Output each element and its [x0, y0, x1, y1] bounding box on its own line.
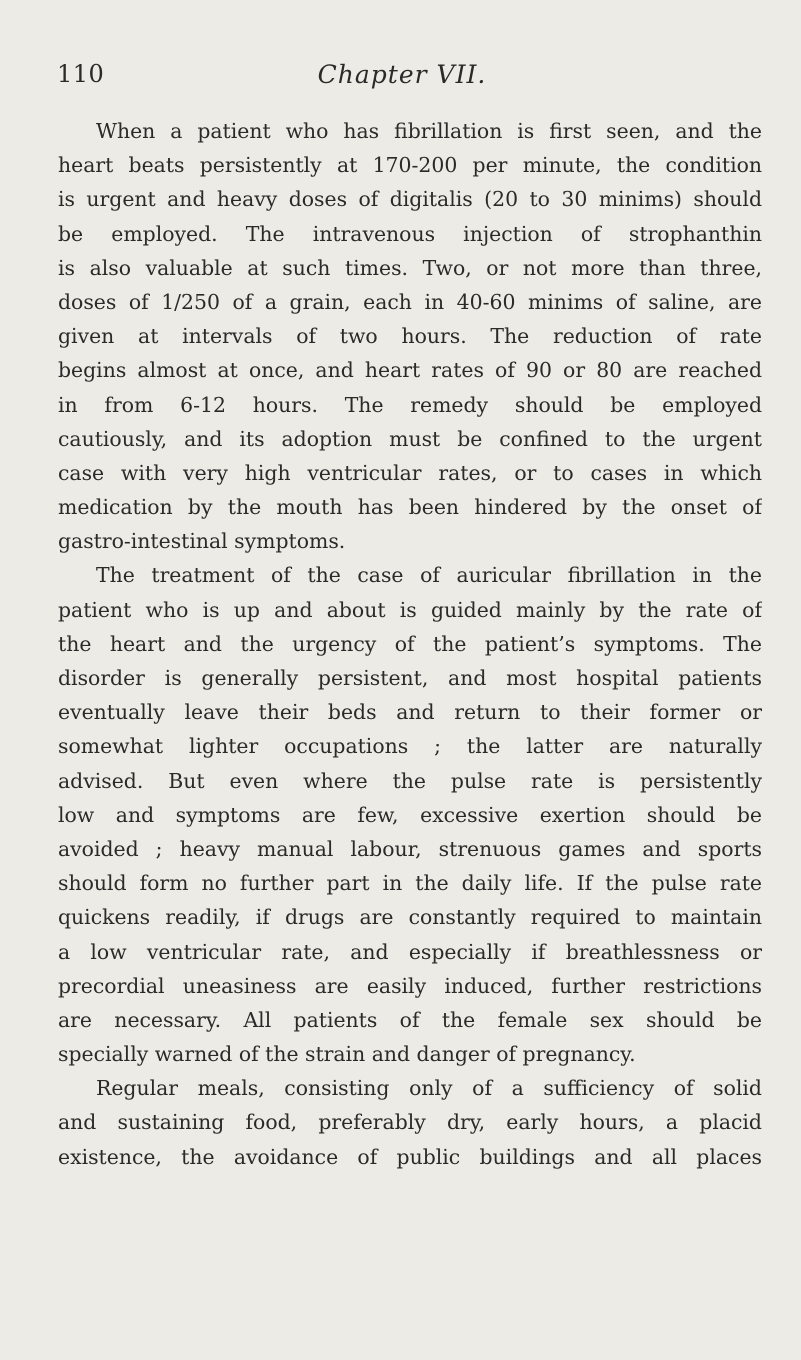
- running-head: Chapter VII.: [317, 60, 487, 89]
- text-line: avoided ; heavy manual labour, strenuous games and sports: [58, 836, 762, 861]
- page-number: 110: [57, 60, 105, 88]
- text-line: eventually leave their beds and return to their former or: [58, 700, 762, 725]
- text-line: a low ventricular rate, and especially if breathlessness or: [58, 939, 762, 964]
- text-line: gastro-intestinal symptoms.: [58, 529, 346, 554]
- text-line: begins almost at once, and heart rates of 90 or 80 are reached: [58, 358, 762, 383]
- text-line: patient who is up and about is guided mainly by the rate of: [58, 597, 762, 622]
- text-line: precordial uneasiness are easily induced, further restrictions: [58, 973, 762, 998]
- text-line: are necessary. All patients of the female sex should be: [58, 1007, 762, 1032]
- text-line: existence, the avoidance of public buildings and all places: [58, 1144, 762, 1169]
- text-line: quickens readily, if drugs are constantly required to maintain: [58, 905, 762, 930]
- text-line: somewhat lighter occupations ; the latter are naturally: [58, 734, 762, 759]
- text-line: The treatment of the case of auricular fibrillation in the: [96, 563, 762, 588]
- body-text: [58, 114, 762, 1174]
- text-line: heart beats persistently at 170-200 per minute, the condition: [58, 153, 762, 178]
- text-line: low and symptoms are few, excessive exertion should be: [58, 802, 762, 827]
- text-line: advised. But even where the pulse rate is persistently: [58, 768, 762, 793]
- text-line: should form no further part in the daily life. If the pulse rate: [58, 871, 762, 896]
- text-line: given at intervals of two hours. The reduction of rate: [58, 324, 762, 349]
- text-line: is also valuable at such times. Two, or not more than three,: [58, 255, 762, 280]
- text-line: is urgent and heavy doses of digitalis (20 to 30 minims) should: [58, 187, 762, 212]
- text-line: doses of 1/250 of a grain, each in 40-60 minims of saline, are: [58, 289, 762, 314]
- text-line: be employed. The intravenous injection of strophanthin: [58, 221, 762, 246]
- text-line: medication by the mouth has been hindered by the onset of: [58, 495, 762, 520]
- text-line: in from 6-12 hours. The remedy should be employed: [58, 392, 762, 417]
- text-line: the heart and the urgency of the patient’s symptoms. The: [58, 631, 762, 656]
- text-line: specially warned of the strain and danger of pregnancy.: [58, 1042, 636, 1067]
- text-line: disorder is generally persistent, and most hospital patients: [58, 666, 762, 690]
- page-header: [57, 60, 747, 104]
- text-line: case with very high ventricular rates, or to cases in which: [58, 460, 762, 485]
- text-line: and sustaining food, preferably dry, early hours, a placid: [58, 1110, 762, 1135]
- text-line: cautiously, and its adoption must be confined to the urgent: [58, 426, 762, 451]
- text-line: When a patient who has fibrillation is first seen, and the: [96, 119, 762, 143]
- text-line: Regular meals, consisting only of a sufficiency of solid: [96, 1076, 762, 1101]
